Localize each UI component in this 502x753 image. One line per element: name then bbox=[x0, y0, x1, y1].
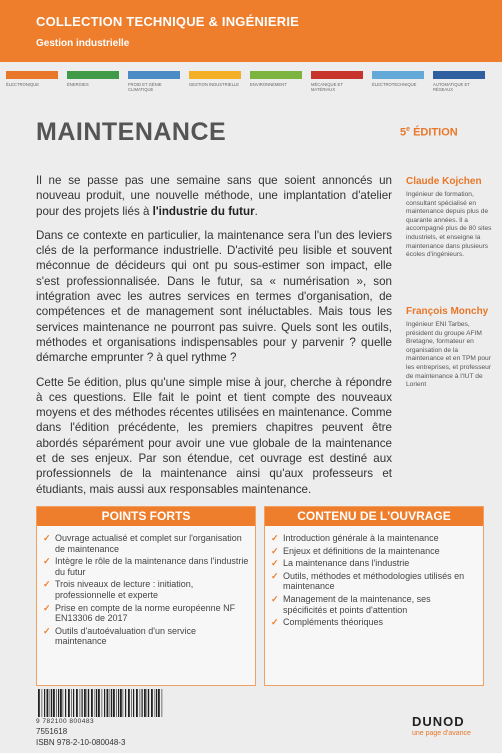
barcode-bar bbox=[116, 689, 117, 717]
list-item bbox=[43, 579, 249, 600]
barcode-bar bbox=[140, 689, 141, 717]
barcode-bar bbox=[42, 689, 43, 717]
check-icon: ✓ bbox=[43, 625, 51, 636]
list-item-text: Outils, méthodes et méthodologies utilisés en maintenance bbox=[283, 570, 465, 592]
check-icon: ✓ bbox=[43, 533, 51, 543]
barcode-bar bbox=[133, 689, 134, 717]
barcode-bar bbox=[76, 689, 78, 717]
barcode-bar bbox=[71, 689, 72, 717]
category-item bbox=[6, 71, 58, 87]
category-label: AUTOMATIQUE ET RÉSEAUX bbox=[433, 82, 470, 92]
barcode-bar bbox=[73, 689, 74, 717]
check-icon: ✓ bbox=[43, 556, 51, 567]
barcode-bar bbox=[56, 689, 57, 717]
category-label: ÉLECTROTECHNIQUE bbox=[372, 82, 417, 87]
barcode-bar bbox=[95, 689, 96, 717]
barcode-bar bbox=[120, 689, 122, 717]
author-name: Claude Kojchen bbox=[406, 176, 482, 187]
barcode-bar bbox=[151, 689, 153, 717]
barcode-bar bbox=[65, 689, 66, 717]
isbn-number: ISBN 978-2-10-080048-3 bbox=[36, 738, 126, 747]
points-forts-box bbox=[36, 506, 256, 686]
barcode-bar bbox=[68, 689, 70, 717]
author-2 bbox=[406, 306, 496, 390]
publisher-logo: DUNOD bbox=[412, 714, 465, 729]
edition-superscript: e bbox=[406, 126, 411, 133]
edition-label bbox=[400, 126, 458, 139]
barcode-bar bbox=[51, 689, 52, 717]
list-item-text: Prise en compte de la norme européenne NF EN13306 de 2017 bbox=[55, 602, 236, 624]
contenu-heading: CONTENU DE L'OUVRAGE bbox=[265, 507, 483, 526]
barcode-bar bbox=[147, 689, 148, 717]
category-item bbox=[189, 71, 241, 87]
collection-subtitle: Gestion industrielle bbox=[36, 38, 130, 49]
barcode-bar bbox=[60, 689, 62, 717]
barcode-bar bbox=[111, 689, 112, 717]
category-item bbox=[67, 71, 119, 87]
category-color-bar bbox=[128, 71, 180, 79]
list-item-text: Management de la maintenance, ses spécificités et points d'attention bbox=[283, 593, 431, 615]
barcode-bar bbox=[131, 689, 132, 717]
edition-word: ÉDITION bbox=[413, 126, 458, 139]
category-item bbox=[433, 71, 485, 92]
barcode-bar bbox=[98, 689, 100, 717]
check-icon: ✓ bbox=[271, 545, 279, 556]
description-paragraph-2: Dans ce contexte en particulier, la maintenance sera l'un des leviers clés de la performance industrielle. D'activité peu lisible et souvent méconnue de décideurs qui ont pu sous-estimer son impact, elle s'est professionnalisée. Dans le futur, sa « numérisation », son intégration avec les autres services en termes d'organisation, de compétences et de management sont inéluctables. Mais tous les services maintenance ne pourront pas suivre. Quels sont les outils, méthodes et organisations indispensables pour y parvenir ? quelle démarche emprunter ? à quel rythme ? bbox=[36, 228, 392, 365]
barcode-bar bbox=[88, 689, 89, 717]
list-item-text: Intègre le rôle de la maintenance dans l'industrie du futur bbox=[55, 556, 249, 577]
barcode-bar bbox=[84, 689, 86, 717]
check-icon: ✓ bbox=[271, 617, 279, 628]
list-item bbox=[271, 558, 477, 569]
category-strip bbox=[6, 71, 496, 101]
check-icon: ✓ bbox=[271, 558, 279, 569]
author-name: François Monchy bbox=[406, 306, 489, 317]
author-bio: Ingénieur ENI Tarbes, président du groupe AFIM Bretagne, formateur en organisation de la maintenance et en TPM pour les entreprises, et professeur de maintenance à l'IUT de Lorient bbox=[406, 321, 492, 389]
category-color-bar bbox=[189, 71, 241, 79]
contenu-box bbox=[264, 506, 484, 686]
description-paragraph-3: Cette 5e édition, plus qu'une simple mise à jour, cherche à répondre à ces questions. Elle fait le point et tient compte des nouveaux moyens et des méthodes récentes utilisées en maintenance. Comme dans l'édition précédente, les premiers chapitres peuvent être abordés séparément pour avoir une vue globale de la maintenance et de ses enjeux. Par son étendue, cet ouvrage est destiné aux professionnels de la maintenance ainsi qu'aux professeurs et étudiants, mais aussi aux responsables maintenance. bbox=[36, 375, 392, 496]
list-item-text: Outils d'autoévaluation d'un service maintenance bbox=[55, 625, 197, 647]
barcode-bar bbox=[38, 689, 40, 717]
barcode-bar bbox=[50, 689, 51, 717]
category-item bbox=[128, 71, 180, 92]
barcode-bar bbox=[110, 689, 111, 717]
list-item-text: Trois niveaux de lecture : initiation, professionnelle et experte bbox=[55, 579, 194, 600]
list-item-text: Introduction générale à la maintenance bbox=[283, 533, 439, 543]
list-item bbox=[43, 603, 249, 624]
book-description bbox=[36, 173, 392, 506]
collection-title: COLLECTION TECHNIQUE & INGÉNIERIE bbox=[36, 14, 300, 29]
list-item bbox=[271, 533, 477, 544]
barcode-bar bbox=[136, 689, 138, 717]
check-icon: ✓ bbox=[271, 593, 279, 604]
list-item-text: La maintenance dans l'industrie bbox=[283, 558, 410, 569]
barcode-bar bbox=[113, 689, 115, 717]
list-item bbox=[43, 533, 249, 554]
barcode-bar bbox=[58, 689, 59, 717]
points-forts-heading: POINTS FORTS bbox=[37, 507, 255, 526]
author-1 bbox=[406, 176, 496, 260]
category-item bbox=[372, 71, 424, 87]
book-title: MAINTENANCE bbox=[36, 118, 227, 146]
barcode-bar bbox=[107, 689, 109, 717]
list-item bbox=[271, 617, 477, 628]
author-bio: Ingénieur de formation, consultant spécialisé en maintenance depuis plus de quarante années. Il a accompagné plus de 80 sites industriels, et enseigne la maintenance dans plusieurs écoles d'ingénieurs. bbox=[406, 191, 492, 259]
industry-future-highlight: l'industrie du futur bbox=[152, 204, 255, 218]
category-label: ÉLECTRONIQUE bbox=[6, 82, 40, 87]
reference-number: 7551618 bbox=[36, 727, 68, 736]
barcode-bar bbox=[82, 689, 83, 717]
category-color-bar bbox=[6, 71, 58, 79]
barcode-bar bbox=[91, 689, 93, 717]
category-color-bar bbox=[433, 71, 485, 79]
list-item bbox=[271, 546, 477, 557]
list-item-text: Compléments théoriques bbox=[283, 617, 384, 628]
barcode-bar bbox=[148, 689, 149, 717]
category-label: ENVIRONNEMENT bbox=[250, 82, 287, 87]
barcode-bar bbox=[142, 689, 143, 717]
list-item-text: Enjeux et définitions de la maintenance bbox=[283, 545, 440, 556]
barcode-image bbox=[36, 689, 164, 717]
description-paragraph-1: Il ne se passe pas une semaine sans que soient annoncés un nouveau produit, une nouvelle méthode, une implantation d'atelier pour des projets liés à l'industrie du futur. bbox=[36, 174, 392, 218]
barcode-bar bbox=[63, 689, 64, 717]
barcode-bar bbox=[158, 689, 160, 717]
check-icon: ✓ bbox=[43, 602, 51, 613]
barcode-bar bbox=[155, 689, 156, 717]
barcode-bar bbox=[144, 689, 146, 717]
barcode-bar bbox=[80, 689, 81, 717]
barcode-bar bbox=[104, 689, 105, 717]
publisher-tagline: une page d'avance bbox=[412, 730, 471, 737]
category-color-bar bbox=[67, 71, 119, 79]
category-label: GESTION INDUSTRIELLE bbox=[189, 82, 240, 87]
barcode-bar bbox=[123, 689, 124, 717]
collection-header bbox=[0, 0, 502, 62]
category-color-bar bbox=[250, 71, 302, 79]
points-forts-list bbox=[37, 533, 255, 647]
category-label: FROID ET GÉNIE CLIMATIQUE bbox=[128, 82, 162, 92]
barcode-bar bbox=[53, 689, 55, 717]
category-item bbox=[311, 71, 363, 92]
barcode-bar bbox=[44, 689, 45, 717]
barcode-bar bbox=[47, 689, 49, 717]
list-item bbox=[43, 556, 249, 577]
barcode-bar bbox=[96, 689, 97, 717]
category-label: ÉNERGIES bbox=[67, 82, 89, 87]
barcode-bar bbox=[87, 689, 88, 717]
category-label: MÉCANIQUE ET MATÉRIAUX bbox=[311, 82, 343, 92]
list-item bbox=[271, 571, 477, 592]
barcode-bar bbox=[118, 689, 119, 717]
list-item bbox=[271, 594, 477, 615]
edition-number: 5 bbox=[400, 126, 407, 139]
barcode-bar bbox=[102, 689, 103, 717]
barcode-bar bbox=[125, 689, 126, 717]
contenu-list bbox=[265, 533, 483, 628]
check-icon: ✓ bbox=[271, 533, 279, 543]
barcode-bar bbox=[128, 689, 130, 717]
category-color-bar bbox=[372, 71, 424, 79]
list-item bbox=[43, 626, 249, 647]
check-icon: ✓ bbox=[271, 570, 279, 581]
barcode-number: 9 782100 800483 bbox=[36, 718, 95, 725]
barcode-bar bbox=[162, 689, 163, 717]
list-item-text: Ouvrage actualisé et complet sur l'organisation de maintenance bbox=[55, 533, 242, 554]
barcode-bar bbox=[156, 689, 157, 717]
category-color-bar bbox=[311, 71, 363, 79]
check-icon: ✓ bbox=[43, 579, 51, 590]
category-item bbox=[250, 71, 302, 87]
